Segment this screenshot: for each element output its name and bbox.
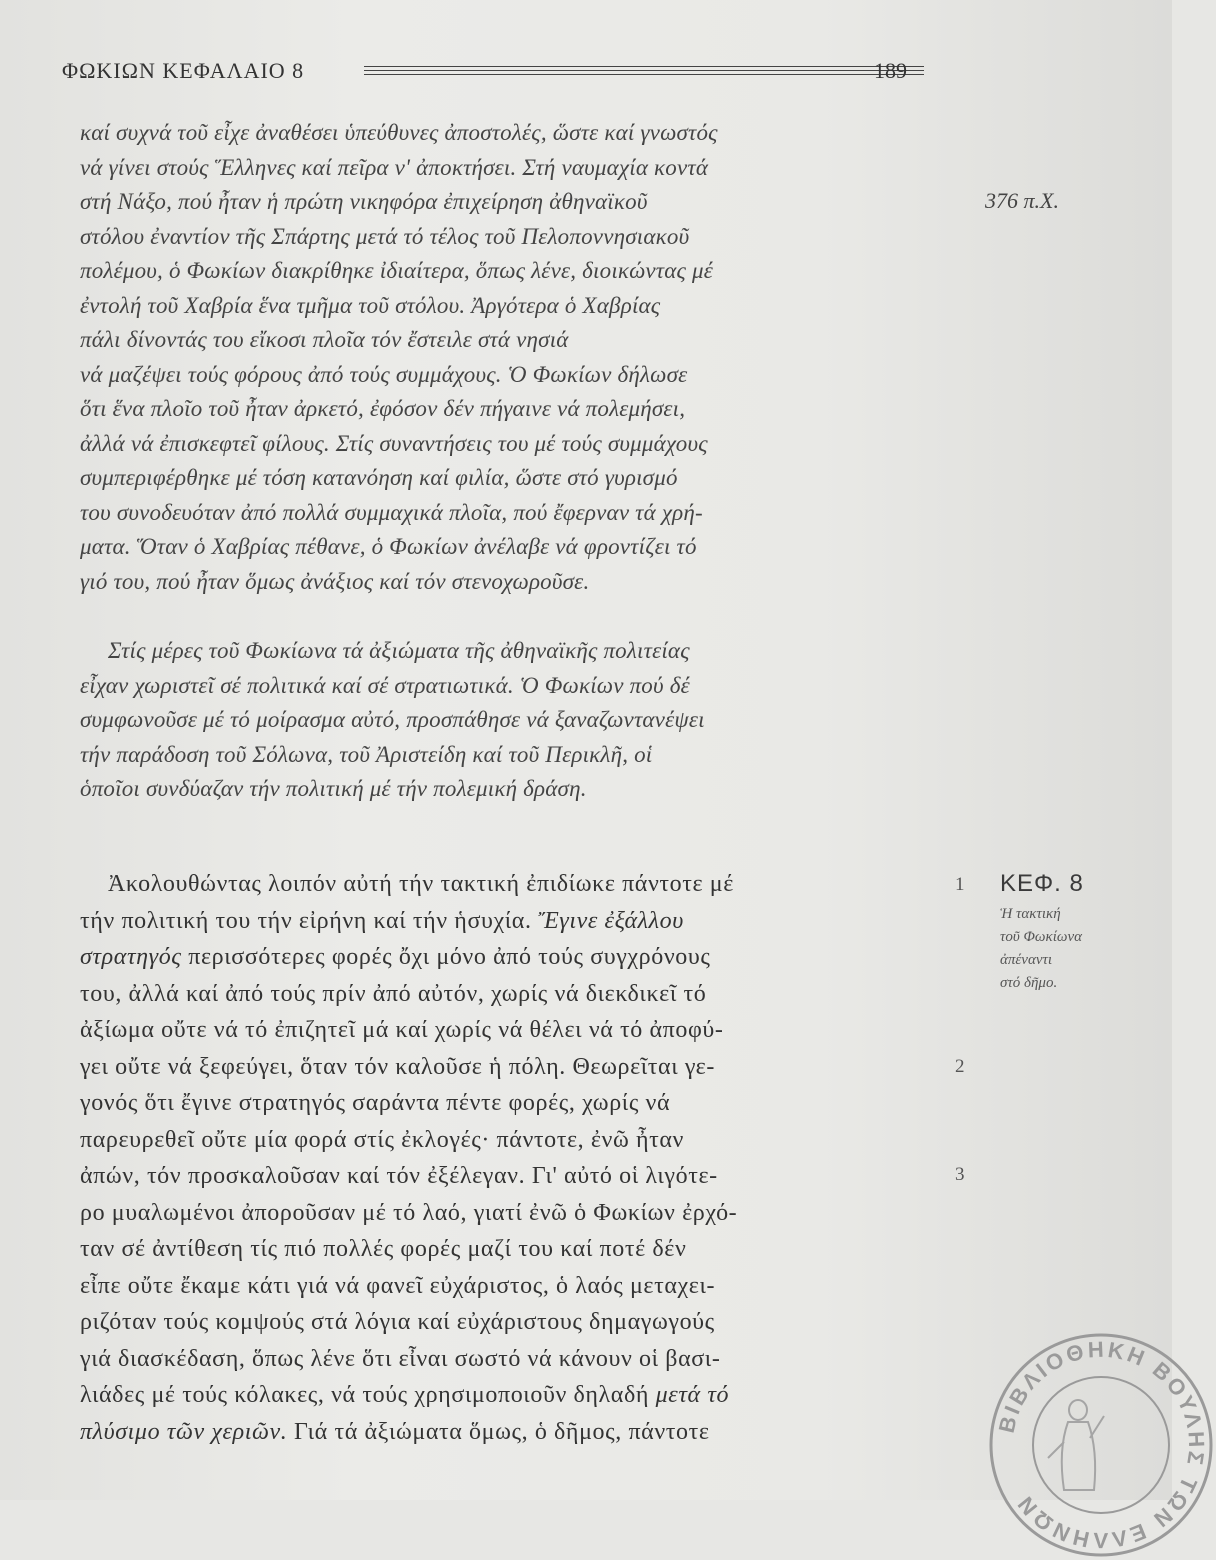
margin-chapter-heading: ΚΕΦ. 8 <box>1000 870 1084 897</box>
page-number: 189 <box>874 58 907 83</box>
subtitle-line: στό δῆμο. <box>1000 975 1058 991</box>
section-number: 3 <box>955 1164 965 1185</box>
italic-segment: πλύσιμο τῶν χεριῶν. <box>80 1418 288 1445</box>
stamp-inner-ring <box>1033 1377 1169 1513</box>
text-line: πολέμου, ὁ Φωκίων διακρίθηκε ἰδιαίτερα, ὅπως λένε, διοικώντας μέ <box>80 258 714 283</box>
text-line: γει οὔτε νά ξεφεύγει, ὅταν τόν καλοῦσε ἡ πόλη. Θεωρεῖται γε- <box>80 1053 715 1080</box>
stamp-text-path: ΒΙΒΛΙΟΘΗΚΗ ΒΟΥΛΗΣ ΤΩΝ ΕΛΛΗΝΩΝ <box>993 1336 1210 1554</box>
text-line: εἶπε οὔτε ἔκαμε κάτι γιά νά φανεῖ εὐχάριστος, ὁ λαός μεταχει- <box>80 1272 716 1299</box>
subtitle-line: Ἡ τακτική <box>1000 906 1061 922</box>
text-line: Στίς μέρες τοῦ Φωκίωνα τά ἀξιώματα τῆς ἀθηναϊκῆς πολιτείας <box>108 638 690 663</box>
running-head-rule <box>364 70 924 71</box>
section-number: 2 <box>955 1056 965 1077</box>
text-line: ἀξίωμα οὔτε νά τό ἐπιζητεῖ μά καί χωρίς νά θέλει νά τό ἀποφύ- <box>80 1017 724 1043</box>
text-line: του συνοδευόταν ἀπό πολλά συμμαχικά πλοῖα, πού ἔφερναν τά χρή- <box>80 499 703 525</box>
text-line: ὁποῖοι συνδύαζαν τήν πολιτική μέ τήν πολεμική δράση. <box>80 776 587 801</box>
text-line: καί συχνά τοῦ εἶχε ἀναθέσει ὑπεύθυνες ἀποστολές, ὥστε καί γνωστός <box>80 120 718 145</box>
text-segment: τήν πολιτική του τήν εἰρήνη καί τήν ἡσυχία. <box>80 907 532 934</box>
stamp-text <box>994 1337 1210 1553</box>
running-head-rule <box>364 74 924 75</box>
text-line: ματα. Ὅταν ὁ Χαβρίας πέθανε, ὁ Φωκίων ἀνέλαβε νά φροντίζει τό <box>80 534 697 559</box>
text-line: ρο μυαλωμένοι ἀποροῦσαν μέ τό λαό, γιατί ἐνῶ ὁ Φωκίων ἐρχό- <box>80 1199 738 1226</box>
italic-segment: Ἔγινε ἐξάλλου <box>538 907 684 934</box>
text-segment: Γιά τά ἀξιώματα ὅμως, ὁ δῆμος, πάντοτε <box>293 1418 710 1445</box>
text-line: στή Νάξο, πού ἦταν ἡ πρώτη νικηφόρα ἐπιχείρηση ἀθηναϊκοῦ <box>80 189 648 214</box>
library-stamp-icon <box>986 1330 1216 1560</box>
italic-segment: μετά τό <box>655 1382 730 1408</box>
italic-segment: στρατηγός <box>80 944 182 970</box>
text-line: ριζόταν τούς κομψούς στά λόγια καί εὐχάριστους δημαγωγούς <box>80 1309 715 1335</box>
text-line: γιά διασκέδαση, ὅπως λένε ὅτι εἶναι σωστό νά κάνουν οἱ βασι- <box>80 1345 721 1372</box>
text-segment: λιάδες μέ τούς κόλακες, νά τούς χρησιμοποιοῦν δηλαδή <box>80 1382 650 1408</box>
roman-paragraph <box>80 866 920 1450</box>
section-number: 1 <box>955 874 965 895</box>
text-line: τήν παράδοση τοῦ Σόλωνα, τοῦ Ἀριστείδη καί τοῦ Περικλῆ, οἱ <box>80 741 653 767</box>
running-head-rule <box>364 66 924 67</box>
text-line: παρευρεθεῖ οὔτε μία φορά στίς ἐκλογές· πάντοτε, ἐνῶ ἦταν <box>80 1126 685 1153</box>
text-line: ὅτι ἕνα πλοῖο τοῦ ἦταν ἀρκετό, ἐφόσον δέν πήγαινε νά πολεμήσει, <box>80 396 686 421</box>
text-line: πάλι δίνοντάς του εἴκοσι πλοῖα τόν ἔστειλε στά νησιά <box>80 327 569 352</box>
text-line: συμφωνοῦσε μέ τό μοίρασμα αὐτό, προσπάθησε νά ξαναζωντανέψει <box>80 707 705 732</box>
text-line: γιό του, πού ἦταν ὅμως ἀνάξιος καί τόν στενοχωροῦσε. <box>80 568 590 594</box>
subtitle-line: τοῦ Φωκίωνα <box>1000 929 1083 945</box>
stamp-outer-ring <box>991 1335 1211 1555</box>
text-line: γονός ὅτι ἔγινε στρατηγός σαράντα πέντε φορές, χωρίς νά <box>80 1090 671 1116</box>
text-line <box>80 939 920 976</box>
text-line: ἐντολή τοῦ Χαβρία ἕνα τμῆμα τοῦ στόλου. Ἀργότερα ὁ Χαβρίας <box>80 292 661 318</box>
italic-paragraph-1 <box>80 116 920 599</box>
margin-date: 376 π.Χ. <box>985 188 1059 213</box>
text-line <box>80 903 920 940</box>
text-line: Ἀκολουθώντας λοιπόν αὐτή τήν τακτική ἐπιδίωκε πάντοτε μέ <box>108 871 734 897</box>
running-head <box>62 58 907 86</box>
text-line <box>80 1377 920 1414</box>
text-line: ἀπών, τόν προσκαλοῦσαν καί τόν ἐξέλεγαν. Γι' αὐτό οἱ λιγότε- <box>80 1163 718 1189</box>
subtitle-line: ἀπέναντι <box>1000 952 1053 968</box>
italic-paragraph-2 <box>80 634 920 807</box>
text-line: εἶχαν χωριστεῖ σέ πολιτικά καί σέ στρατιωτικά. Ὁ Φωκίων πού δέ <box>80 672 690 698</box>
margin-chapter-subtitle <box>1000 903 1082 995</box>
text-line: νά γίνει στούς Ἕλληνες καί πεῖρα ν' ἀποκτήσει. Στή ναυμαχία κοντά <box>80 154 709 180</box>
text-line: ἀλλά νά ἐπισκεφτεῖ φίλους. Στίς συναντήσεις του μέ τούς συμμάχους <box>80 430 708 456</box>
text-line: συμπεριφέρθηκε μέ τόση κατανόηση καί φιλία, ὥστε στό γυρισμό <box>80 465 678 490</box>
text-line: ταν σέ ἀντίθεση τίς πιό πολλές φορές μαζί του καί ποτέ δέν <box>80 1236 687 1262</box>
text-line: νά μαζέψει τούς φόρους ἀπό τούς συμμάχους. Ὁ Φωκίων δήλωσε <box>80 361 688 387</box>
running-head-title: ΦΩΚΙΩΝ ΚΕΦΑΛΑΙΟ 8 <box>62 58 305 83</box>
text-segment: περισσότερες φορές ὄχι μόνο ἀπό τούς συγχρόνους <box>188 944 711 970</box>
stamp-figure <box>1048 1400 1104 1490</box>
text-line: στόλου ἐναντίον τῆς Σπάρτης μετά τό τέλος τοῦ Πελοποννησιακοῦ <box>80 223 690 249</box>
text-line: του, ἀλλά καί ἀπό τούς πρίν ἀπό αὐτόν, χωρίς νά διεκδικεῖ τό <box>80 980 707 1007</box>
text-line <box>80 1414 920 1451</box>
